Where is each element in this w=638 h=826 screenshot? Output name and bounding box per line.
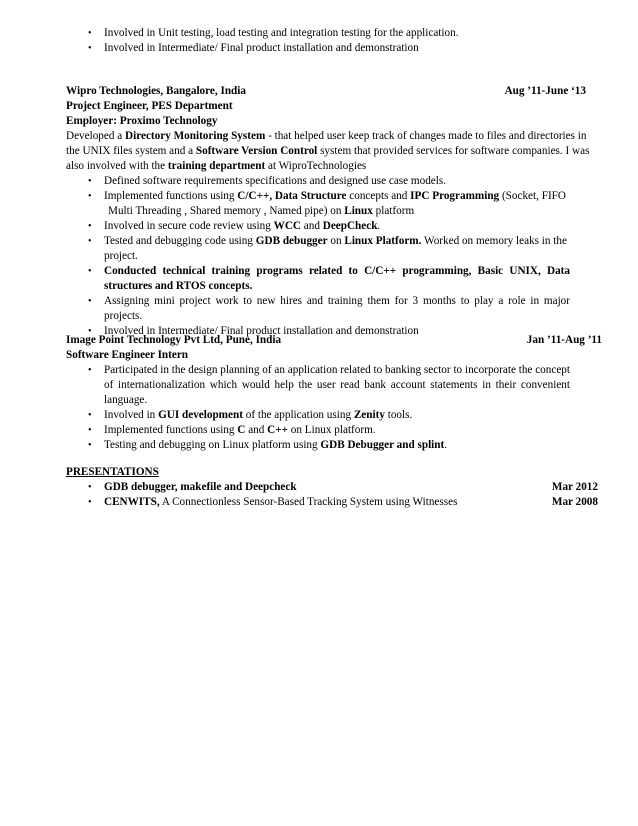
- bullet-text: Assigning mini project work to new hires and training them for 3 months to play a role in major projects.: [104, 295, 570, 322]
- wipro-header: [66, 84, 598, 99]
- bullet-bold: C/C++, Data Structure: [237, 190, 347, 202]
- list-item: [90, 41, 610, 56]
- bullet-bold: C++: [267, 424, 288, 436]
- job-description: [66, 129, 598, 174]
- bullet-bold: C: [237, 424, 246, 436]
- bullet-text: concepts and: [346, 190, 411, 202]
- list-item: [90, 26, 610, 41]
- bullet-icon: •: [88, 425, 92, 436]
- job-title: Software Engineer Intern: [66, 349, 189, 361]
- bullet-text: (Socket, FIFO: [499, 190, 566, 202]
- bullet-text: Multi Threading , Shared memory , Named pipe) on: [108, 205, 345, 217]
- list-item: [90, 189, 598, 219]
- desc-text: Developed a: [66, 130, 126, 142]
- bullet-icon: •: [88, 482, 92, 493]
- bullet-text: Implemented functions using: [104, 190, 238, 202]
- desc-text: at WiproTechnologies: [265, 160, 367, 172]
- list-item: [90, 408, 598, 423]
- imagepoint-header: [66, 333, 602, 348]
- desc-bold: Directory Monitoring System: [125, 130, 266, 142]
- section-heading: PRESENTATIONS: [66, 466, 159, 478]
- bullet-icon: •: [88, 221, 92, 232]
- wipro-bullet-list: [90, 174, 598, 339]
- bullet-text: and: [245, 424, 268, 436]
- desc-text: system that provided services for software companies. I was also involved with the: [66, 145, 590, 172]
- bullet-text: .: [444, 439, 448, 451]
- bullet-text: Implemented functions using: [104, 424, 238, 436]
- bullet-text: Involved in Intermediate/ Final product installation and demonstration: [104, 325, 419, 337]
- bullet-bold: GDB Debugger and splint: [320, 439, 445, 451]
- job-title: Project Engineer, PES Department: [66, 100, 233, 112]
- bullet-text: on: [327, 235, 345, 247]
- list-item: [90, 174, 598, 189]
- bullet-text: Conducted technical training programs related to C/C++ programming, Basic UNIX, Data structures and RTOS concepts.: [104, 265, 570, 292]
- bullet-bold: IPC Programming: [410, 190, 500, 202]
- bullet-text: Participated in the design planning of an application related to banking sector to incorporate the concept of internationalization which would help the user read bank account statements in their convenient language.: [104, 364, 570, 406]
- bullet-bold: WCC: [273, 220, 301, 232]
- bullet-icon: •: [88, 236, 92, 247]
- list-item: [90, 234, 598, 264]
- desc-bold: training department: [167, 160, 266, 172]
- presentation-desc: A Connectionless Sensor-Based Tracking System using Witnesses: [159, 496, 458, 508]
- bullet-bold: Linux Platform.: [344, 235, 422, 247]
- bullet-icon: •: [88, 440, 92, 451]
- bullet-bold: DeepCheck: [322, 220, 378, 232]
- bullet-text: Involved in Unit testing, load testing and integration testing for the application.: [104, 27, 459, 39]
- bullet-text: Involved in Intermediate/ Final product installation and demonstration: [104, 42, 419, 54]
- bullet-text: on Linux platform.: [287, 424, 376, 436]
- bullet-text: Worked on memory leaks in the project.: [104, 235, 567, 262]
- bullet-bold: GDB debugger: [255, 235, 328, 247]
- imagepoint-bullet-list: [90, 363, 598, 453]
- bullet-bold: GUI development: [158, 409, 243, 421]
- list-item: [90, 423, 598, 438]
- bullet-icon: •: [88, 497, 92, 508]
- bullet-icon: •: [88, 176, 92, 187]
- desc-text: - that helped user keep track of changes made to files and directories in the UNIX files system and a: [66, 130, 587, 157]
- bullet-text: tools.: [384, 409, 413, 421]
- list-item: [90, 495, 598, 510]
- presentation-title: CENWITS,: [104, 496, 160, 508]
- bullet-icon: •: [88, 28, 92, 39]
- bullet-text: of the application using: [242, 409, 354, 421]
- list-item: [90, 294, 598, 324]
- bullet-text: .: [377, 220, 381, 232]
- bullet-bold: Linux: [344, 205, 373, 217]
- top-bullet-list: [90, 26, 610, 56]
- bullet-icon: •: [88, 191, 92, 202]
- bullet-text: Tested and debugging code using: [104, 235, 256, 247]
- list-item: [90, 363, 598, 408]
- list-item: [90, 480, 598, 495]
- list-item: [90, 264, 598, 294]
- bullet-text: platform: [372, 205, 415, 217]
- presentation-title: GDB debugger, makefile and Deepcheck: [104, 481, 297, 493]
- bullet-text: Testing and debugging on Linux platform using: [104, 439, 321, 451]
- bullet-icon: •: [88, 266, 92, 277]
- presentations-section: [66, 465, 598, 510]
- list-item: [90, 219, 598, 234]
- bullet-icon: •: [88, 296, 92, 307]
- bullet-icon: •: [88, 365, 92, 376]
- list-item: [90, 438, 598, 453]
- bullet-icon: •: [88, 43, 92, 54]
- bullet-text: Involved in secure code review using: [104, 220, 274, 232]
- presentation-date: Mar 2012: [551, 481, 598, 493]
- bullet-text: Defined software requirements specifications and designed use case models.: [104, 175, 447, 187]
- imagepoint-section: [66, 333, 602, 453]
- bullet-text: and: [300, 220, 323, 232]
- bullet-icon: •: [88, 326, 92, 337]
- bullet-icon: •: [88, 410, 92, 421]
- presentations-list: [90, 480, 598, 510]
- desc-bold: Software Version Control: [195, 145, 318, 157]
- company-name: Wipro Technologies, Bangalore, India: [66, 85, 246, 97]
- employment-dates: Aug ’11-June ‘13: [504, 85, 586, 97]
- presentation-date: Mar 2008: [551, 496, 598, 508]
- employer-line: Employer: Proximo Technology: [66, 115, 218, 127]
- bullet-text: Involved in: [104, 409, 159, 421]
- wipro-section: [66, 84, 598, 339]
- company-name: Image Point Technology Pvt Ltd, Pune, India: [66, 334, 282, 346]
- employment-dates: Jan ’11-Aug ’11: [526, 334, 602, 346]
- bullet-bold: Zenity: [353, 409, 385, 421]
